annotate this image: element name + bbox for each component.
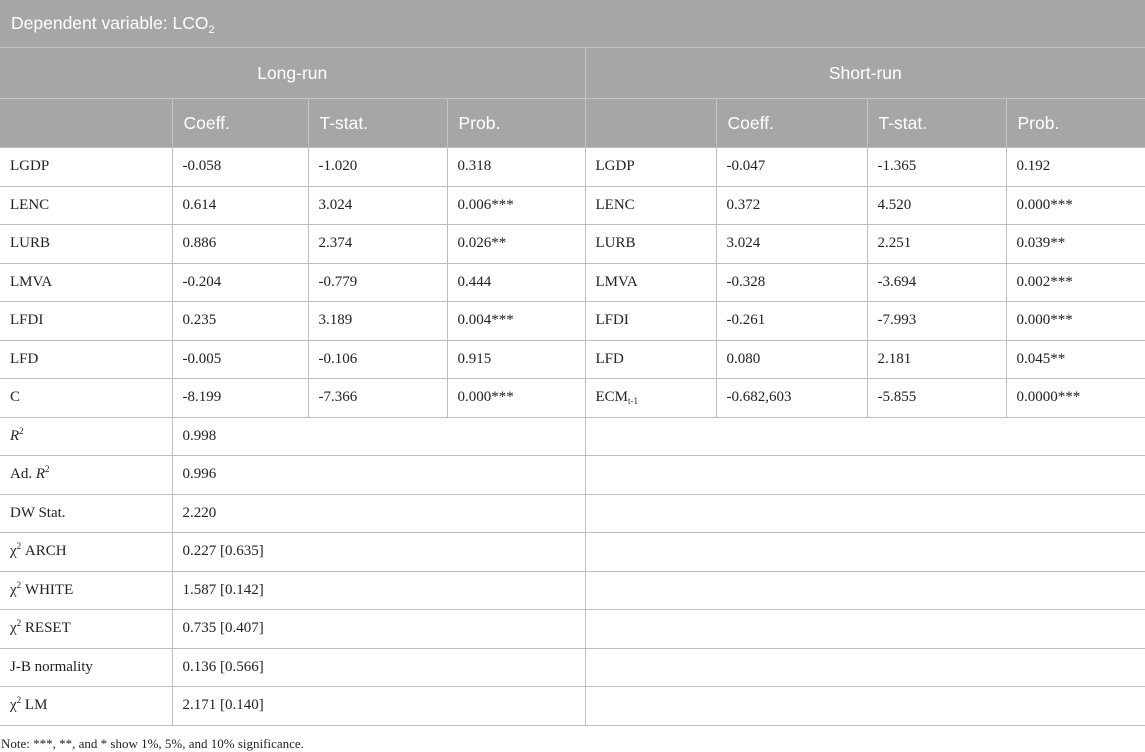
short-run-tstat: -5.855	[867, 379, 1006, 418]
table-row	[0, 302, 1145, 341]
column-header-lr-coeff: Coeff.	[172, 99, 308, 148]
short-run-header: Short-run	[585, 48, 1145, 99]
short-run-prob: 0.000***	[1006, 186, 1145, 225]
table-row	[0, 340, 1145, 379]
diagnostic-row	[0, 417, 1145, 456]
diagnostic-blank-cell	[585, 610, 1145, 649]
long-run-tstat: -0.779	[308, 263, 447, 302]
short-run-variable-name: LMVA	[595, 273, 638, 290]
diagnostic-label	[0, 610, 172, 649]
diagnostic-value: 0.227 [0.635]	[172, 533, 585, 572]
table-row	[0, 148, 1145, 187]
column-header-sr-coeff: Coeff.	[716, 99, 867, 148]
short-run-coeff: -0.328	[716, 263, 867, 302]
diagnostic-label-base: χ	[10, 620, 17, 637]
diagnostic-label-suffix: LM	[21, 697, 48, 714]
short-run-variable-name: LFD	[595, 350, 624, 367]
diagnostic-label-suffix: RESET	[21, 620, 71, 637]
long-run-prob: 0.318	[447, 148, 585, 187]
table-row	[0, 379, 1145, 418]
long-run-prob: 0.006***	[447, 186, 585, 225]
long-run-coeff: -8.199	[172, 379, 308, 418]
diagnostic-label	[0, 533, 172, 572]
diagnostic-label-superscript: 2	[16, 579, 22, 590]
short-run-tstat: 2.251	[867, 225, 1006, 264]
diagnostic-value: 0.998	[172, 417, 585, 456]
diagnostic-label-base: R	[35, 466, 46, 483]
short-run-variable-name: ECM	[595, 389, 629, 406]
diagnostic-value: 2.171 [0.140]	[172, 687, 585, 726]
short-run-tstat: -7.993	[867, 302, 1006, 341]
long-run-prob: 0.444	[447, 263, 585, 302]
long-run-tstat: -7.366	[308, 379, 447, 418]
short-run-tstat: 2.181	[867, 340, 1006, 379]
short-run-tstat: -3.694	[867, 263, 1006, 302]
long-run-variable: LGDP	[0, 148, 172, 187]
column-header-lr-prob: Prob.	[447, 99, 585, 148]
short-run-prob: 0.000***	[1006, 302, 1145, 341]
short-run-coeff: -0.261	[716, 302, 867, 341]
short-run-variable	[585, 340, 716, 379]
long-run-prob: 0.915	[447, 340, 585, 379]
diagnostic-label-base: R	[10, 427, 20, 444]
diagnostic-blank-cell	[585, 456, 1145, 495]
title-text: Dependent variable: LCO	[11, 13, 209, 33]
column-header-sr-tstat: T-stat.	[867, 99, 1006, 148]
column-header-blank	[0, 99, 172, 148]
long-run-coeff: -0.005	[172, 340, 308, 379]
title-subscript: 2	[208, 24, 215, 36]
diagnostic-label-base: χ	[10, 543, 17, 560]
diagnostic-label-suffix: ARCH	[21, 543, 67, 560]
diagnostic-row	[0, 571, 1145, 610]
diagnostic-row	[0, 648, 1145, 687]
diagnostic-label-prefix: Ad.	[10, 466, 36, 483]
short-run-tstat: -1.365	[867, 148, 1006, 187]
table-title	[0, 0, 1145, 48]
column-header-sr-prob: Prob.	[1006, 99, 1145, 148]
diagnostic-row	[0, 687, 1145, 726]
diagnostic-row	[0, 610, 1145, 649]
short-run-variable	[585, 263, 716, 302]
diagnostic-blank-cell	[585, 687, 1145, 726]
long-run-coeff: 0.886	[172, 225, 308, 264]
short-run-variable	[585, 302, 716, 341]
diagnostic-label	[0, 648, 172, 687]
long-run-tstat: -1.020	[308, 148, 447, 187]
column-header-lr-tstat: T-stat.	[308, 99, 447, 148]
long-run-coeff: 0.235	[172, 302, 308, 341]
diagnostic-label-superscript: 2	[16, 695, 22, 706]
diagnostic-value: 0.735 [0.407]	[172, 610, 585, 649]
table-row	[0, 225, 1145, 264]
long-run-prob: 0.004***	[447, 302, 585, 341]
diagnostic-label-suffix: WHITE	[21, 581, 74, 598]
diagnostic-blank-cell	[585, 494, 1145, 533]
diagnostic-label	[0, 571, 172, 610]
short-run-variable-name: LGDP	[595, 158, 635, 175]
long-run-header: Long-run	[0, 48, 585, 99]
short-run-coeff: -0.047	[716, 148, 867, 187]
diagnostic-row	[0, 456, 1145, 495]
table-note: Note: ***, **, and * show 1%, 5%, and 10% significance.	[1, 735, 304, 751]
long-run-tstat: 3.024	[308, 186, 447, 225]
diagnostic-label	[0, 456, 172, 495]
short-run-variable-name: LFDI	[595, 312, 629, 329]
diagnostic-value: 2.220	[172, 494, 585, 533]
table-row	[0, 263, 1145, 302]
diagnostic-label-base: DW Stat.	[10, 504, 66, 521]
short-run-prob: 0.0000***	[1006, 379, 1145, 418]
diagnostic-label-superscript: 2	[45, 464, 50, 475]
short-run-variable	[585, 379, 716, 418]
diagnostic-value: 0.136 [0.566]	[172, 648, 585, 687]
diagnostic-blank-cell	[585, 417, 1145, 456]
short-run-variable-name: LURB	[595, 235, 636, 252]
short-run-variable	[585, 148, 716, 187]
short-run-coeff: 3.024	[716, 225, 867, 264]
short-run-prob: 0.039**	[1006, 225, 1145, 264]
short-run-variable-subscript: t-1	[628, 396, 639, 407]
long-run-variable: LFD	[0, 340, 172, 379]
short-run-prob: 0.192	[1006, 148, 1145, 187]
long-run-variable: LMVA	[0, 263, 172, 302]
long-run-coeff: -0.204	[172, 263, 308, 302]
diagnostic-label-base: χ	[10, 697, 17, 714]
table-row	[0, 186, 1145, 225]
long-run-tstat: 2.374	[308, 225, 447, 264]
short-run-prob: 0.002***	[1006, 263, 1145, 302]
short-run-variable	[585, 225, 716, 264]
short-run-tstat: 4.520	[867, 186, 1006, 225]
diagnostic-label	[0, 417, 172, 456]
diagnostic-label	[0, 494, 172, 533]
long-run-coeff: 0.614	[172, 186, 308, 225]
table-body	[0, 148, 1145, 726]
short-run-variable-name: LENC	[595, 196, 635, 213]
diagnostic-value: 0.996	[172, 456, 585, 495]
long-run-variable: LFDI	[0, 302, 172, 341]
long-run-prob: 0.000***	[447, 379, 585, 418]
short-run-variable	[585, 186, 716, 225]
diagnostic-label-base: χ	[10, 581, 17, 598]
short-run-coeff: 0.080	[716, 340, 867, 379]
diagnostic-blank-cell	[585, 533, 1145, 572]
long-run-prob: 0.026**	[447, 225, 585, 264]
diagnostic-row	[0, 533, 1145, 572]
long-run-tstat: 3.189	[308, 302, 447, 341]
long-run-tstat: -0.106	[308, 340, 447, 379]
diagnostic-value: 1.587 [0.142]	[172, 571, 585, 610]
short-run-coeff: 0.372	[716, 186, 867, 225]
diagnostic-label	[0, 687, 172, 726]
short-run-coeff: -0.682,603	[716, 379, 867, 418]
long-run-variable: C	[0, 379, 172, 418]
diagnostic-blank-cell	[585, 648, 1145, 687]
diagnostic-row	[0, 494, 1145, 533]
diagnostic-label-superscript: 2	[19, 425, 24, 436]
diagnostic-blank-cell	[585, 571, 1145, 610]
column-header-blank	[585, 99, 716, 148]
short-run-prob: 0.045**	[1006, 340, 1145, 379]
diagnostic-label-superscript: 2	[16, 541, 22, 552]
group-header-row	[0, 48, 1145, 99]
long-run-coeff: -0.058	[172, 148, 308, 187]
long-run-variable: LURB	[0, 225, 172, 264]
diagnostic-label-superscript: 2	[16, 618, 22, 629]
long-run-variable: LENC	[0, 186, 172, 225]
column-header-row	[0, 99, 1145, 148]
diagnostic-label-base: J-B normality	[10, 658, 93, 675]
table-title-row	[0, 0, 1145, 48]
